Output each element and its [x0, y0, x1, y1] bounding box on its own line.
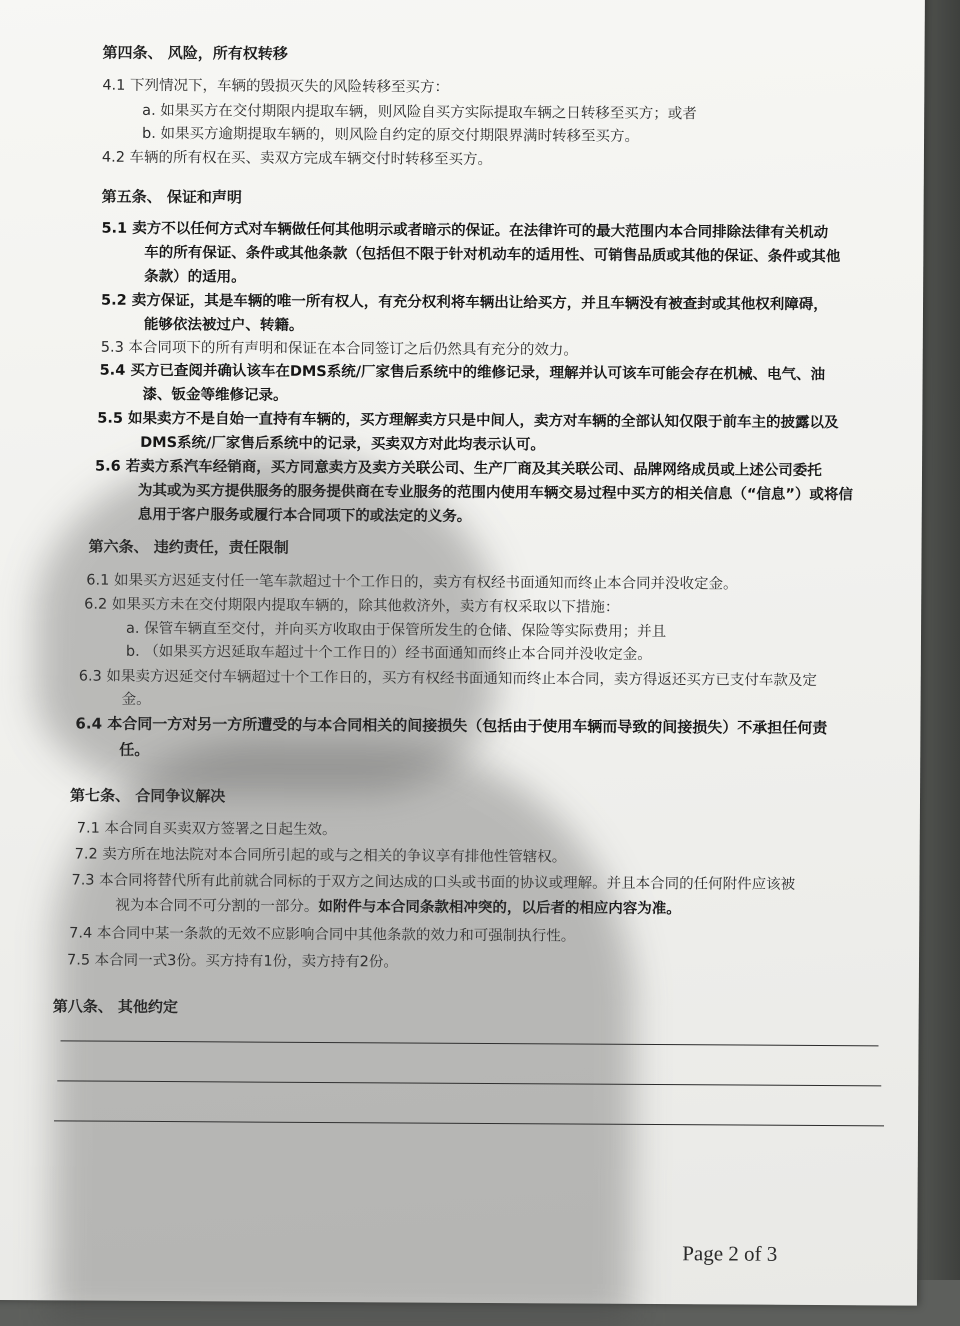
clause-4-1-a: a. 如果买方在交付期限内提取车辆，则风险自买方实际提取车辆之日转移至买方；或者 [142, 102, 697, 123]
clause-6-3-line-2: 金。 [121, 691, 151, 708]
clause-5-5-line-2: DMS系统/厂家售后系统中的记录，买卖双方对此均表示认可。 [140, 434, 545, 454]
clause-6-2-a: a. 保管车辆直至交付，并向买方收取由于保管所发生的仓储、保险等实际费用；并且 [125, 620, 667, 641]
clause-7-2: 7.2 卖方所在地法院对本合同所引起的或与之相关的争议享有排他性管辖权。 [74, 846, 567, 866]
clause-7-4: 7.4 本合同中某一条款的无效不应影响合同中其他条款的效力和可强制执行性。 [69, 925, 576, 945]
article-7-heading: 第七条、 合同争议解决 [69, 786, 226, 806]
blank-line-1 [61, 1040, 879, 1046]
clause-6-2: 6.2 如果买方未在交付期限内提取车辆的，除其他救济外，卖方有权采取以下措施： [84, 596, 620, 616]
blank-line-3 [54, 1120, 884, 1126]
blank-line-2 [57, 1080, 881, 1086]
clause-7-3-bold-text: 如附件与本合同条款相冲突的，以后者的相应内容为准。 [318, 898, 681, 918]
clause-4-1: 4.1 下列情况下，车辆的毁损灭失的风险转移至买方： [102, 77, 450, 96]
clause-7-3-line-2 [115, 896, 681, 919]
clause-6-1: 6.1 如果买方迟延支付任一笔车款超过十个工作日的，卖方有权经书面通知而终止本合同并没收定金。 [86, 572, 738, 593]
clause-5-6-line-2: 为其或为买方提供服务的服务提供商在专业服务的范围内使用车辆交易过程中买方的相关信息（“信息”）或将信 [137, 482, 853, 504]
article-8-heading: 第八条、 其他约定 [52, 997, 179, 1017]
clause-7-3-text: 视为本合同不可分割的一部分。 [115, 897, 319, 915]
article-4-heading: 第四条、 风险，所有权转移 [102, 43, 288, 63]
clause-5-6-line-3: 息用于客户服务或履行本合同项下的或法定的义务。 [137, 506, 472, 525]
clause-7-5: 7.5 本合同一式3份。买方持有1份，卖方持有2份。 [66, 952, 398, 971]
clause-5-4-line-1: 5.4 买方已查阅并确认该车在DMS系统/厂家售后系统中的维修记录，理解并认可该车可能会存在机械、电气、油 [99, 362, 826, 384]
clause-5-1-line-3: 条款）的适用。 [144, 268, 246, 286]
clause-6-3-line-1: 6.3 如果卖方迟延交付车辆超过十个工作日的，买方有权经书面通知而终止本合同，卖方得返还买方已支付车款及定 [78, 668, 817, 690]
article-6-heading: 第六条、 违约责任，责任限制 [88, 537, 289, 557]
clause-4-2: 4.2 车辆的所有权在买、卖双方完成车辆交付时转移至买方。 [101, 149, 493, 169]
clause-5-2-line-1: 5.2 卖方保证，其是车辆的唯一所有权人，有充分权利将车辆出让给买方，并且车辆没有被查封或其他权利障碍， [100, 292, 828, 314]
clause-5-6-line-1: 5.6 若卖方系汽车经销商，买方同意卖方及卖方关联公司、生产厂商及其关联公司、品牌网络成员或上述公司委托 [94, 458, 822, 480]
clause-7-3-line-1: 7.3 本合同将替代所有此前就合同标的于双方之间达成的口头或书面的协议或理解。并且本合同的任何附件应该被 [71, 872, 796, 893]
clause-5-4-line-2: 漆、钣金等维修记录。 [142, 386, 288, 404]
clause-5-1-line-2: 车的所有保证、条件或其他条款（包括但不限于针对机动车的适用性、可销售品质或其他的保证、条件或其他 [144, 244, 841, 266]
clause-6-4-line-1: 6.4 本合同一方对另一方所遭受的与本合同相关的间接损失（包括由于使用车辆而导致的间接损失）不承担任何责 [75, 714, 828, 738]
clause-4-1-b: b. 如果买方逾期提取车辆的，则风险自约定的原交付期限界满时转移至买方。 [142, 125, 640, 145]
clause-5-5-line-1: 5.5 如果卖方不是自始一直持有车辆的，买方理解卖方只是中间人，卖方对车辆的全部认知仅限于前车主的披露以及 [97, 410, 839, 432]
article-5-heading: 第五条、 保证和声明 [101, 187, 242, 207]
clause-6-2-b: b. （如果买方迟延取车超过十个工作日的）经书面通知而终止本合同并没收定金。 [125, 643, 652, 663]
clause-6-4-line-2: 任。 [119, 740, 150, 759]
clause-5-1-line-1: 5.1 卖方不以任何方式对车辆做任何其他明示或者暗示的保证。在法律许可的最大范围内本合同排除法律有关机动 [101, 220, 829, 242]
clause-7-1: 7.1 本合同自买卖双方签署之日起生效。 [76, 820, 337, 839]
clause-5-2-line-2: 能够依法被过户、转籍。 [143, 316, 304, 334]
page-number: Page 2 of 3 [682, 1241, 778, 1266]
clause-5-3: 5.3 本合同项下的所有声明和保证在本合同签订之后仍然具有充分的效力。 [100, 339, 578, 359]
